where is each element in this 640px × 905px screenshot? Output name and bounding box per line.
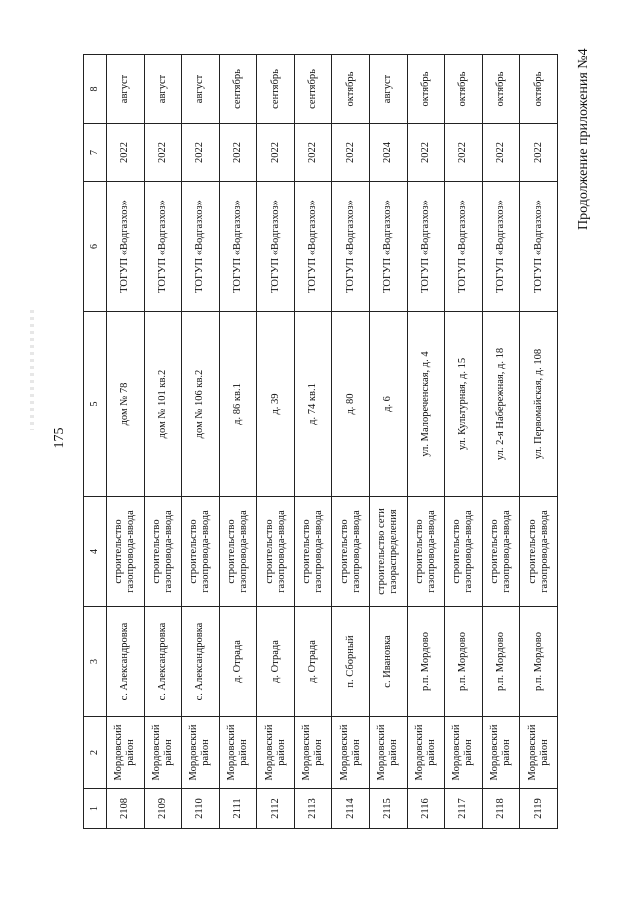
address-cell: дом № 78: [107, 312, 145, 497]
contractor-cell: ТОГУП «Водгазхоз»: [407, 182, 445, 312]
year-cell: 2022: [332, 124, 370, 182]
row-number-cell: 2117: [445, 789, 483, 829]
district-cell: Мордовский район: [407, 717, 445, 789]
table-row: [144, 55, 182, 829]
year-cell: 2022: [520, 124, 558, 182]
year-cell: 2022: [182, 124, 220, 182]
contractor-cell: ТОГУП «Водгазхоз»: [482, 182, 520, 312]
year-cell: 2022: [482, 124, 520, 182]
table-rotator: [83, 55, 558, 829]
column-number-2: 2: [84, 717, 107, 789]
column-number-1: 1: [84, 789, 107, 829]
month-cell: октябрь: [332, 55, 370, 124]
row-number-cell: 2112: [257, 789, 295, 829]
column-number-8: 8: [84, 55, 107, 124]
district-cell: Мордовский район: [257, 717, 295, 789]
district-cell: Мордовский район: [294, 717, 332, 789]
address-cell: дом № 106 кв.2: [182, 312, 220, 497]
table-row: [182, 55, 220, 829]
contractor-cell: ТОГУП «Водгазхоз»: [107, 182, 145, 312]
work-type-cell: строительство газопровода-ввода: [520, 497, 558, 607]
settlement-cell: п. Сборный: [332, 607, 370, 717]
table-row: [219, 55, 257, 829]
settlement-cell: р.п. Мордово: [520, 607, 558, 717]
month-cell: октябрь: [520, 55, 558, 124]
column-number-4: 4: [84, 497, 107, 607]
address-cell: д. 6: [370, 312, 408, 497]
work-type-cell: строительство газопровода-ввода: [445, 497, 483, 607]
month-cell: август: [107, 55, 145, 124]
column-number-6: 6: [84, 182, 107, 312]
year-cell: 2022: [407, 124, 445, 182]
row-number-cell: 2114: [332, 789, 370, 829]
contractor-cell: ТОГУП «Водгазхоз»: [182, 182, 220, 312]
table-body: [107, 55, 558, 829]
month-cell: октябрь: [482, 55, 520, 124]
row-number-cell: 2110: [182, 789, 220, 829]
row-number-cell: 2115: [370, 789, 408, 829]
table-row: [257, 55, 295, 829]
month-cell: сентябрь: [294, 55, 332, 124]
column-number-7: 7: [84, 124, 107, 182]
schedule-table: [83, 54, 558, 829]
work-type-cell: строительство сети газораспределения: [370, 497, 408, 607]
settlement-cell: д. Отрада: [219, 607, 257, 717]
work-type-cell: строительство газопровода-ввода: [144, 497, 182, 607]
month-cell: сентябрь: [257, 55, 295, 124]
column-number-3: 3: [84, 607, 107, 717]
address-cell: дом № 101 кв.2: [144, 312, 182, 497]
settlement-cell: д. Отрада: [294, 607, 332, 717]
district-cell: Мордовский район: [144, 717, 182, 789]
work-type-cell: строительство газопровода-ввода: [257, 497, 295, 607]
year-cell: 2022: [257, 124, 295, 182]
contractor-cell: ТОГУП «Водгазхоз»: [294, 182, 332, 312]
contractor-cell: ТОГУП «Водгазхоз»: [445, 182, 483, 312]
header-row: [84, 55, 107, 829]
year-cell: 2024: [370, 124, 408, 182]
month-cell: август: [144, 55, 182, 124]
address-cell: д. 74 кв.1: [294, 312, 332, 497]
district-cell: Мордовский район: [182, 717, 220, 789]
work-type-cell: строительство газопровода-ввода: [107, 497, 145, 607]
month-cell: сентябрь: [219, 55, 257, 124]
work-type-cell: строительство газопровода-ввода: [294, 497, 332, 607]
settlement-cell: с. Александровка: [107, 607, 145, 717]
work-type-cell: строительство газопровода-ввода: [182, 497, 220, 607]
district-cell: Мордовский район: [107, 717, 145, 789]
month-cell: октябрь: [445, 55, 483, 124]
contractor-cell: ТОГУП «Водгазхоз»: [219, 182, 257, 312]
district-cell: Мордовский район: [219, 717, 257, 789]
contractor-cell: ТОГУП «Водгазхоз»: [257, 182, 295, 312]
settlement-cell: р.п. Мордово: [407, 607, 445, 717]
month-cell: август: [182, 55, 220, 124]
table-row: [294, 55, 332, 829]
table-row: [370, 55, 408, 829]
district-cell: Мордовский район: [370, 717, 408, 789]
district-cell: Мордовский район: [482, 717, 520, 789]
year-cell: 2022: [144, 124, 182, 182]
settlement-cell: с. Александровка: [144, 607, 182, 717]
month-cell: август: [370, 55, 408, 124]
year-cell: 2022: [107, 124, 145, 182]
table-row: [482, 55, 520, 829]
appendix-heading-wrap: [574, 50, 594, 230]
district-cell: Мордовский район: [332, 717, 370, 789]
district-cell: Мордовский район: [520, 717, 558, 789]
row-number-cell: 2116: [407, 789, 445, 829]
work-type-cell: строительство газопровода-ввода: [482, 497, 520, 607]
year-cell: 2022: [294, 124, 332, 182]
table-row: [445, 55, 483, 829]
row-number-cell: 2118: [482, 789, 520, 829]
column-number-5: 5: [84, 312, 107, 497]
table-row: [107, 55, 145, 829]
contractor-cell: ТОГУП «Водгазхоз»: [520, 182, 558, 312]
scan-artifact: [30, 310, 34, 430]
work-type-cell: строительство газопровода-ввода: [219, 497, 257, 607]
page-number: 175: [52, 427, 67, 449]
table-row: [407, 55, 445, 829]
address-cell: ул. Первомайская, д. 108: [520, 312, 558, 497]
address-cell: д. 86 кв.1: [219, 312, 257, 497]
contractor-cell: ТОГУП «Водгазхоз»: [370, 182, 408, 312]
district-cell: Мордовский район: [445, 717, 483, 789]
contractor-cell: ТОГУП «Водгазхоз»: [332, 182, 370, 312]
work-type-cell: строительство газопровода-ввода: [407, 497, 445, 607]
table-row: [520, 55, 558, 829]
row-number-cell: 2119: [520, 789, 558, 829]
table-row: [332, 55, 370, 829]
address-cell: ул. Малореченская, д. 4: [407, 312, 445, 497]
row-number-cell: 2111: [219, 789, 257, 829]
row-number-cell: 2113: [294, 789, 332, 829]
address-cell: д. 39: [257, 312, 295, 497]
appendix-title: Продолжение приложения №4: [576, 48, 591, 230]
work-type-cell: строительство газопровода-ввода: [332, 497, 370, 607]
address-cell: д. 80: [332, 312, 370, 497]
year-cell: 2022: [445, 124, 483, 182]
month-cell: октябрь: [407, 55, 445, 124]
row-number-cell: 2108: [107, 789, 145, 829]
table-holder: [83, 55, 558, 829]
settlement-cell: р.п. Мордово: [445, 607, 483, 717]
contractor-cell: ТОГУП «Водгазхоз»: [144, 182, 182, 312]
row-number-cell: 2109: [144, 789, 182, 829]
year-cell: 2022: [219, 124, 257, 182]
settlement-cell: с. Александровка: [182, 607, 220, 717]
address-cell: ул. Культурная, д. 15: [445, 312, 483, 497]
settlement-cell: с. Ивановка: [370, 607, 408, 717]
settlement-cell: д. Отрада: [257, 607, 295, 717]
settlement-cell: р.п. Мордово: [482, 607, 520, 717]
address-cell: ул. 2-я Набережная, д. 18: [482, 312, 520, 497]
